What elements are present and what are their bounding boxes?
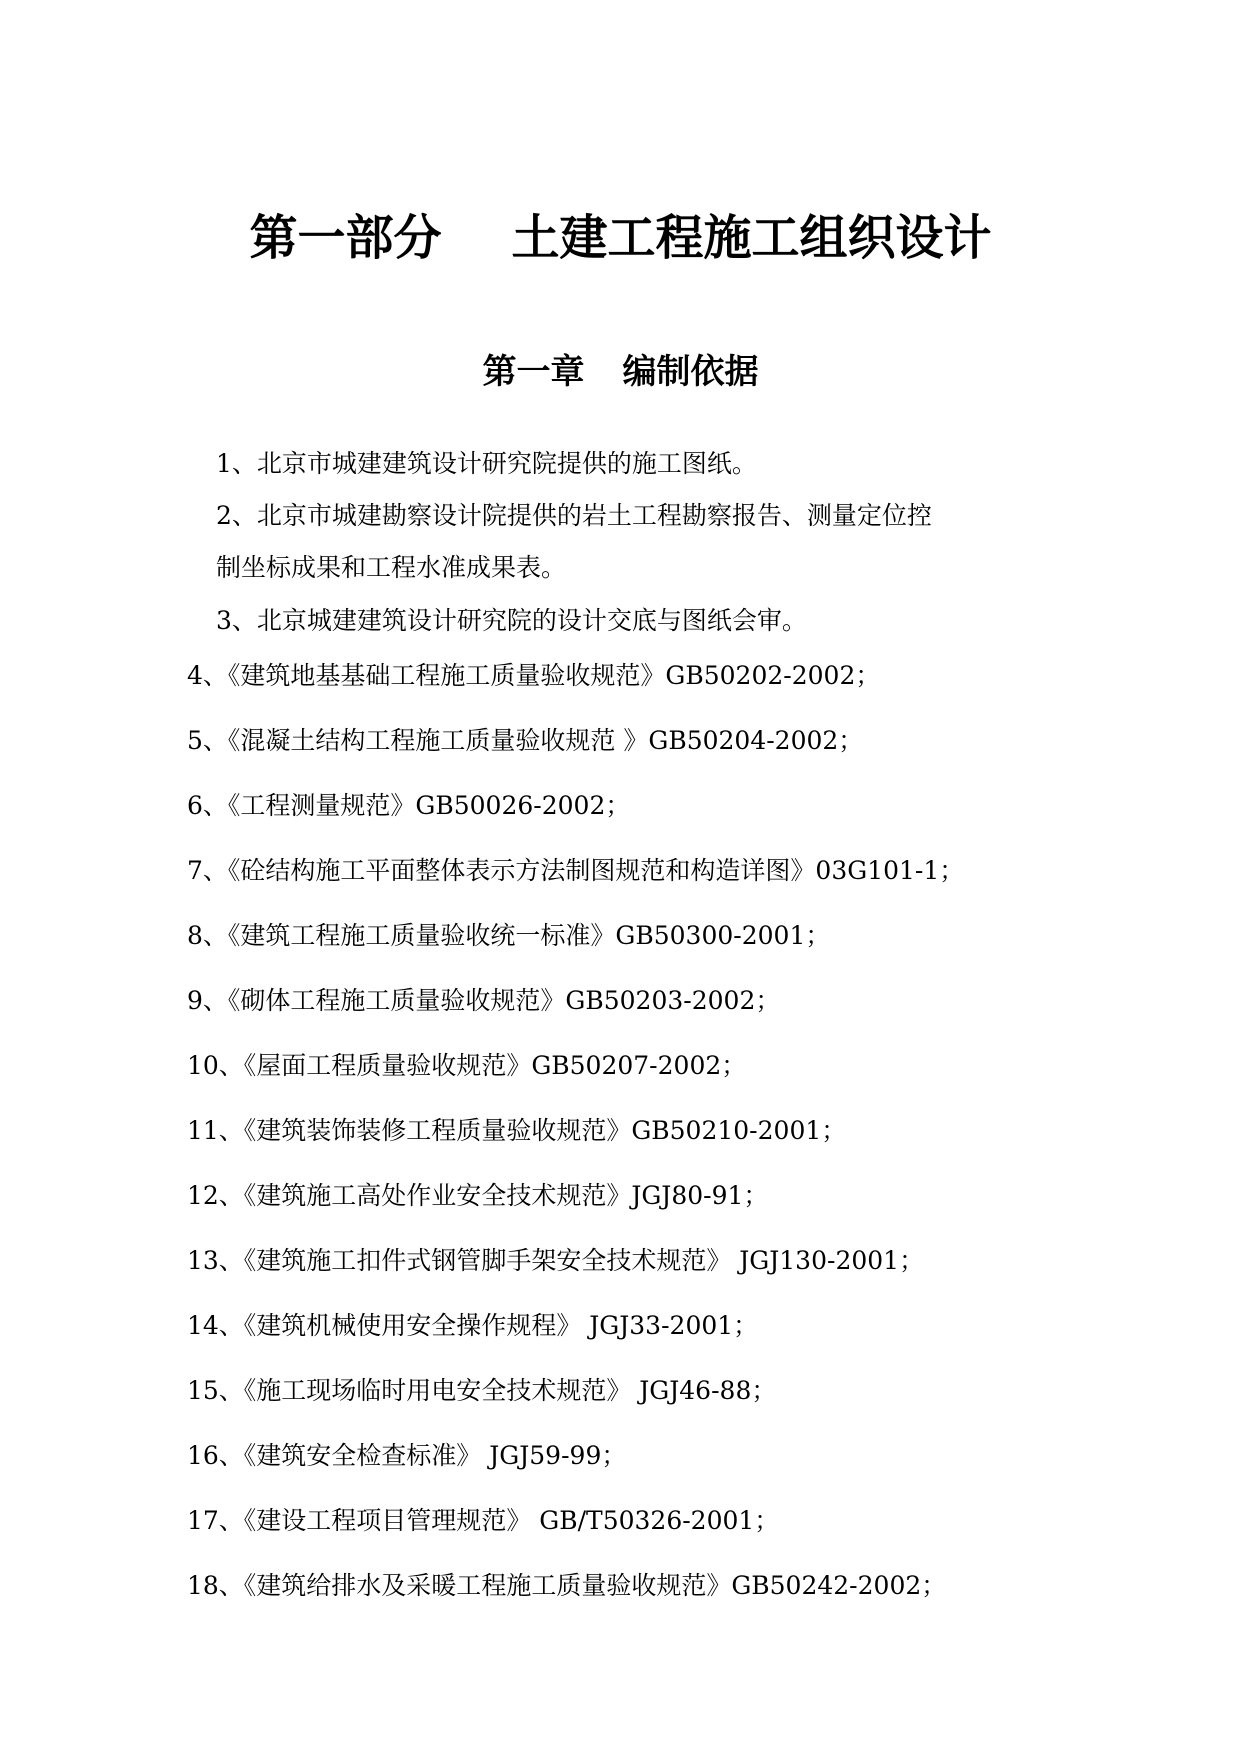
list-item-7: 7、《砼结构施工平面整体表示方法制图规范和构造详图》03G101-1； (187, 856, 965, 885)
list-item-1: 1、北京市城建建筑设计研究院提供的施工图纸。 (216, 449, 757, 478)
chapter-title-label: 第一章 (482, 352, 585, 392)
list-item-10: 10、《屋面工程质量验收规范》GB50207-2002； (187, 1051, 747, 1080)
list-item-2-continued: 制坐标成果和工程水准成果表。 (216, 553, 567, 582)
list-item-11: 11、《建筑装饰装修工程质量验收规范》GB50210-2001； (187, 1116, 847, 1145)
list-item-6: 6、《工程测量规范》GB50026-2002； (187, 791, 631, 820)
list-item-18: 18、《建筑给排水及采暖工程施工质量验收规范》GB50242-2002； (187, 1571, 947, 1600)
part-title-name: 土建工程施工组织设计 (511, 210, 992, 266)
chapter-title-name: 编制依据 (622, 352, 759, 392)
list-item-4: 4、《建筑地基基础工程施工质量验收规范》GB50202-2002； (187, 661, 881, 690)
list-item-9: 9、《砌体工程施工质量验收规范》GB50203-2002； (187, 986, 781, 1015)
list-item-2: 2、北京市城建勘察设计院提供的岩土工程勘察报告、测量定位控 (216, 501, 932, 530)
list-item-8: 8、《建筑工程施工质量验收统一标准》GB50300-2001； (187, 921, 831, 950)
list-item-17: 17、《建设工程项目管理规范》 GB/T50326-2001； (187, 1506, 780, 1535)
part-title-label: 第一部分 (249, 210, 442, 266)
list-item-13: 13、《建筑施工扣件式钢管脚手架安全技术规范》 JGJ130-2001； (187, 1246, 925, 1275)
chapter-title (0, 350, 1241, 394)
list-item-14: 14、《建筑机械使用安全操作规程》 JGJ33-2001； (187, 1311, 759, 1340)
list-item-15: 15、《施工现场临时用电安全技术规范》 JGJ46-88； (187, 1376, 777, 1405)
list-item-5: 5、《混凝土结构工程施工质量验收规范 》GB50204-2002； (187, 726, 864, 755)
list-item-16: 16、《建筑安全检查标准》 JGJ59-99； (187, 1441, 627, 1470)
part-title (0, 208, 1241, 268)
list-item-12: 12、《建筑施工高处作业安全技术规范》JGJ80-91； (187, 1181, 769, 1210)
list-item-3: 3、北京城建建筑设计研究院的设计交底与图纸会审。 (216, 606, 807, 635)
